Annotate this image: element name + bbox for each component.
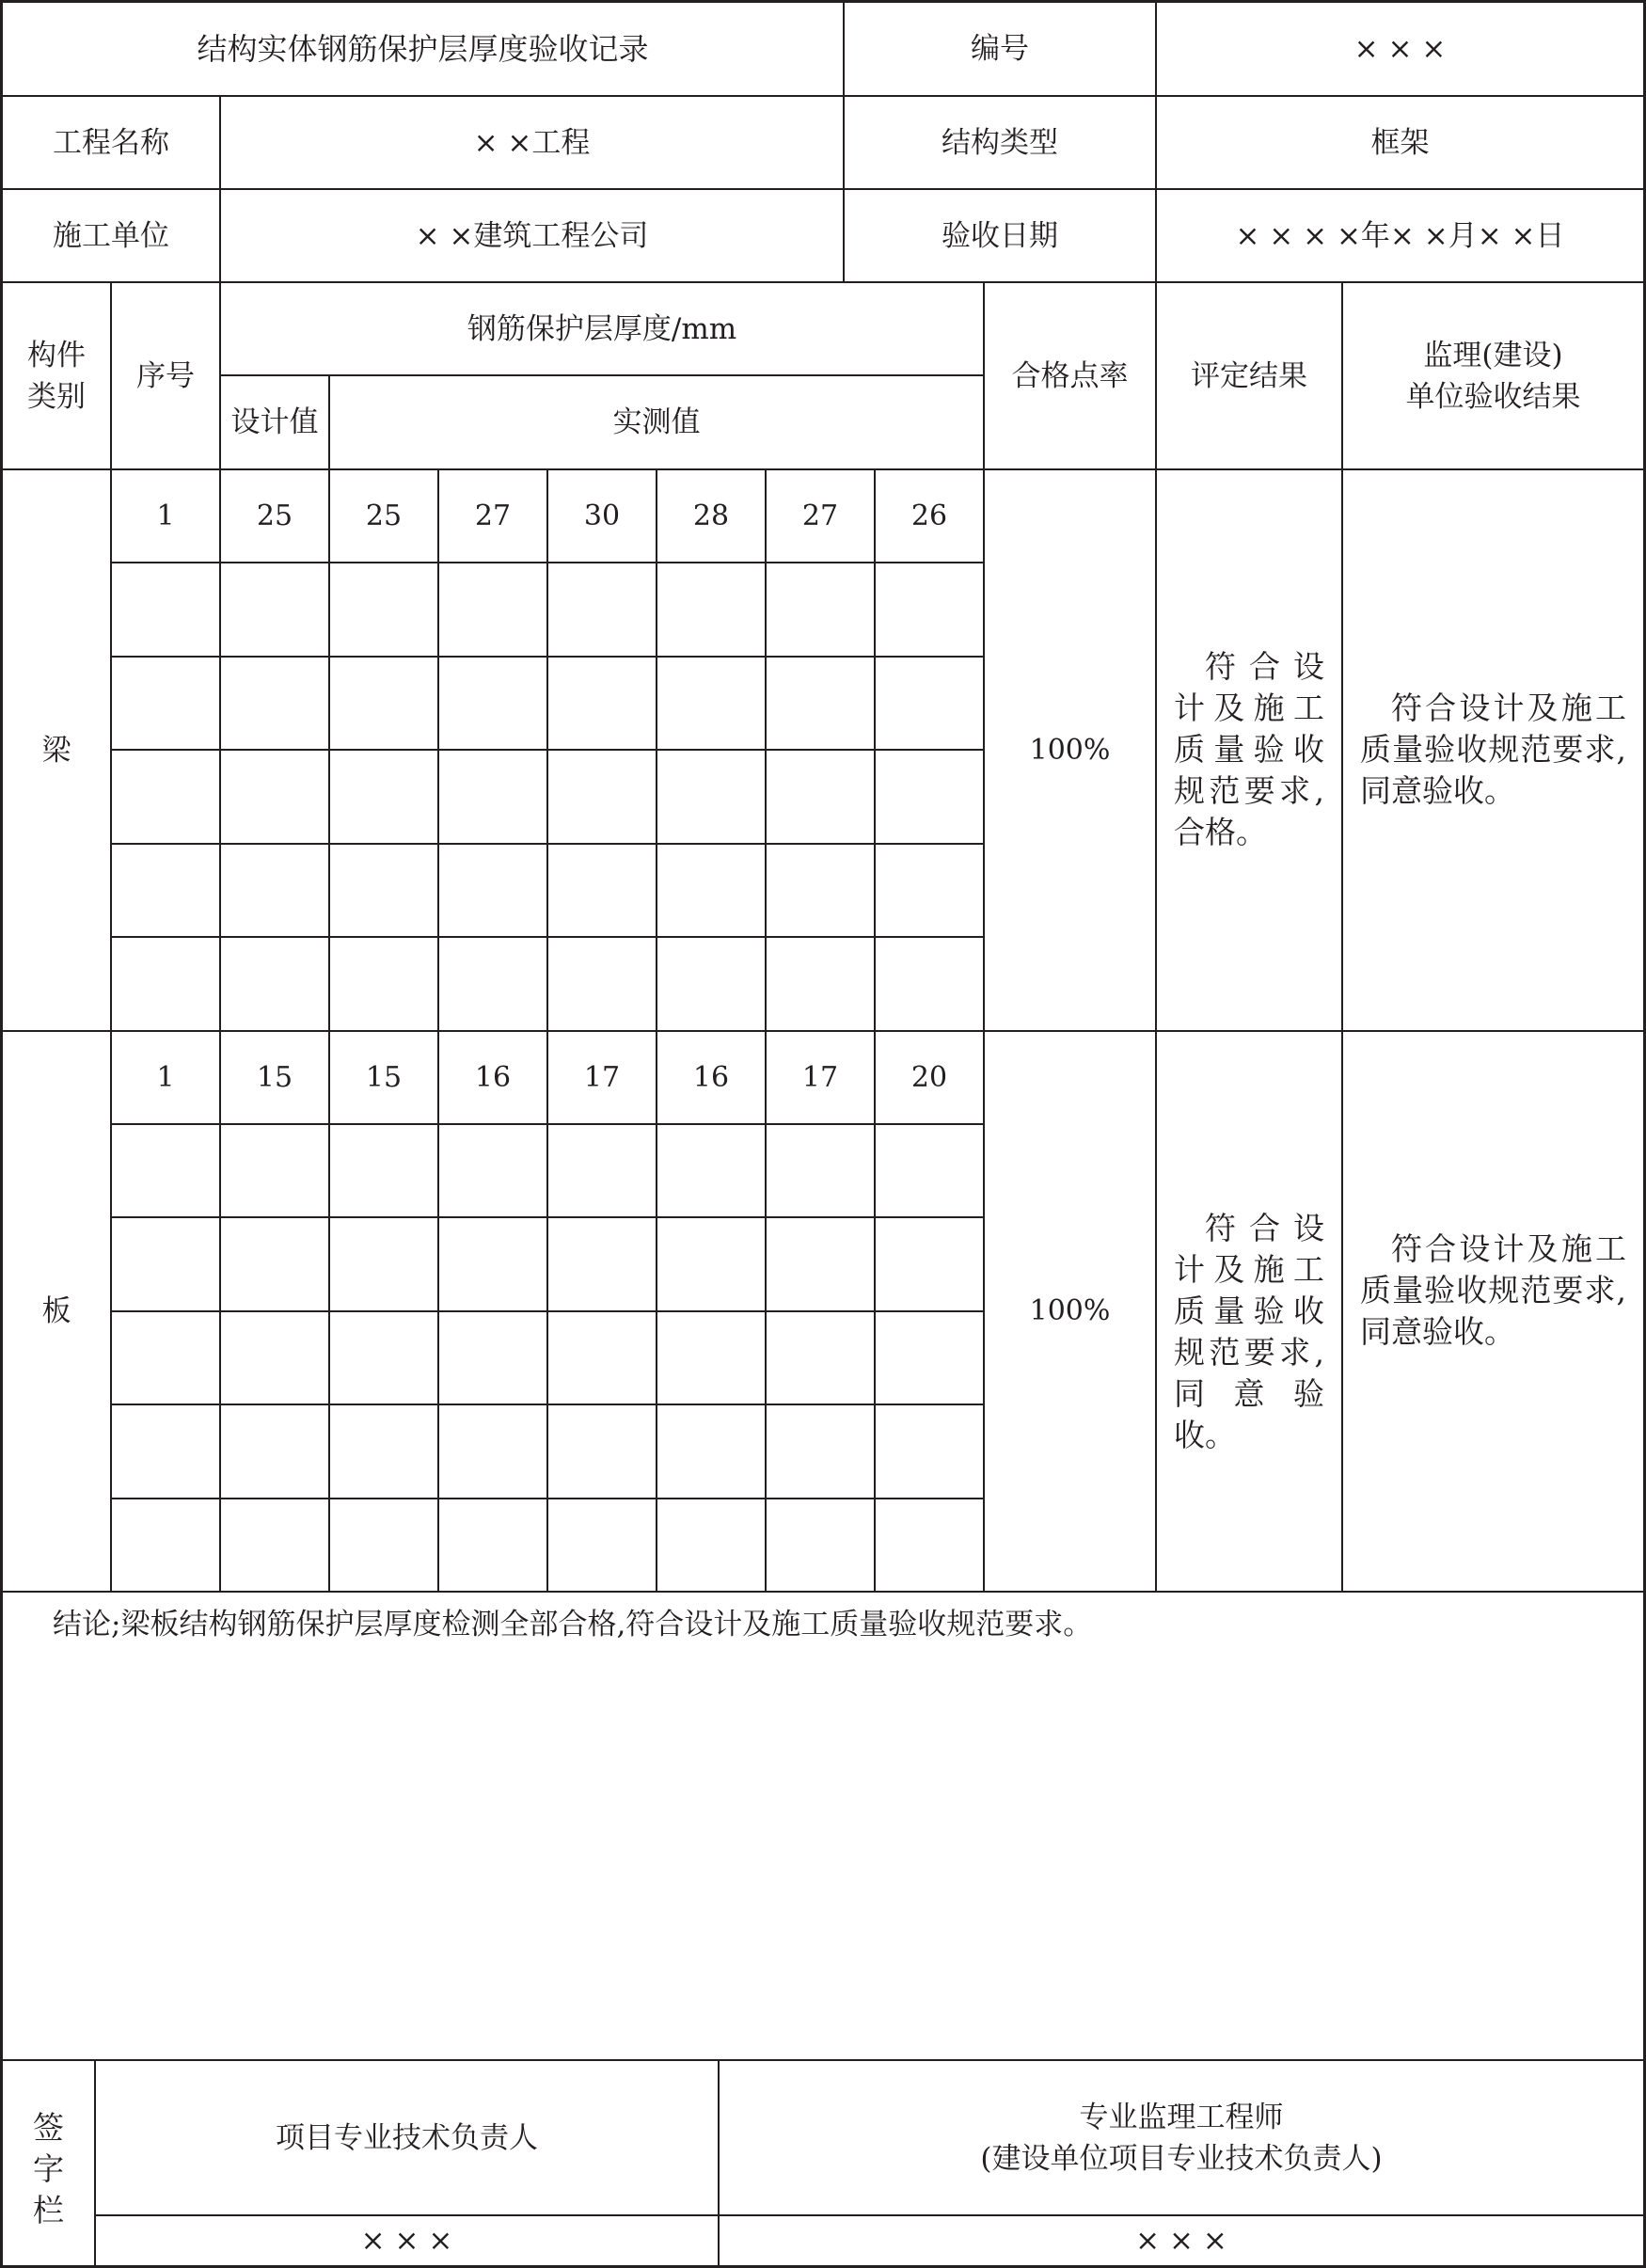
sign-right-name: × × × <box>1135 2224 1227 2258</box>
table-cell-serial: 1 <box>156 1060 175 1094</box>
col-measured-value: 实测值 <box>612 405 701 439</box>
table-cell-measured: 28 <box>692 499 730 532</box>
conclusion-text: 结论;梁板结构钢筋保护层厚度检测全部合格,符合设计及施工质量验收规范要求。 <box>53 1608 1093 1642</box>
col-design-value: 设计值 <box>230 405 319 439</box>
table-cell-measured: 30 <box>583 499 621 532</box>
vline <box>437 469 439 1592</box>
table-cell-design: 25 <box>256 499 293 532</box>
component-type: 梁 <box>41 733 71 768</box>
table-cell-measured: 16 <box>474 1060 512 1094</box>
table-cell-design: 15 <box>256 1060 293 1094</box>
structure-value: 框架 <box>1370 125 1430 160</box>
col-component-type: 构件 类别 <box>27 338 86 414</box>
hline <box>0 1591 1646 1593</box>
number-label: 编号 <box>971 32 1029 66</box>
signature-label: 签 字 栏 <box>33 2109 64 2228</box>
contractor-value: × ×建筑工程公司 <box>415 218 649 253</box>
vline <box>765 469 767 1592</box>
table-cell-measured: 27 <box>474 499 512 532</box>
structure-label: 结构类型 <box>942 125 1058 160</box>
project-label: 工程名称 <box>53 125 169 160</box>
evaluation-text: 符合设计及施工质量验收规范要求,同意验收。 <box>1174 1210 1324 1453</box>
table-cell-measured: 16 <box>692 1060 730 1094</box>
sign-left-name: × × × <box>360 2224 453 2258</box>
vline <box>1341 282 1343 1592</box>
col-pass-rate: 合格点率 <box>1011 358 1129 393</box>
col-supervision: 监理(建设) 单位验收结果 <box>1405 338 1581 414</box>
table-cell-measured: 20 <box>910 1060 948 1094</box>
table-cell-measured: 26 <box>910 499 948 532</box>
vline <box>1155 282 1157 1592</box>
project-value: × ×工程 <box>473 125 591 160</box>
table-cell-measured: 15 <box>365 1060 403 1094</box>
pass-rate-value: 100% <box>1029 1294 1111 1327</box>
supervision-text: 符合设计及施工质量验收规范要求,同意验收。 <box>1360 1230 1626 1350</box>
vline <box>656 469 657 1592</box>
table-cell-measured: 17 <box>801 1060 839 1094</box>
table-cell-serial: 1 <box>156 499 175 532</box>
vline <box>874 469 876 1592</box>
table-cell-measured: 17 <box>583 1060 621 1094</box>
col-serial: 序号 <box>136 358 195 393</box>
supervision-text: 符合设计及施工质量验收规范要求,同意验收。 <box>1360 690 1626 809</box>
table-cell-measured: 27 <box>801 499 839 532</box>
evaluation-text: 符合设计及施工质量验收规范要求,合格。 <box>1174 648 1324 850</box>
pass-rate-value: 100% <box>1029 733 1111 767</box>
number-value: × × × <box>1353 32 1447 66</box>
sign-right-title: 专业监理工程师 (建设单位项目专业技术负责人) <box>980 2100 1383 2176</box>
col-evaluation: 评定结果 <box>1191 358 1307 393</box>
date-value: × × × ×年× ×月× ×日 <box>1235 218 1565 253</box>
table-cell-measured: 25 <box>365 499 403 532</box>
date-label: 验收日期 <box>942 218 1058 253</box>
col-thickness-group: 钢筋保护层厚度/mm <box>467 311 737 346</box>
contractor-label: 施工单位 <box>53 218 169 253</box>
sign-left-title: 项目专业技术负责人 <box>276 2120 538 2155</box>
component-type: 板 <box>41 1294 71 1328</box>
vline <box>546 469 548 1592</box>
form-title: 结构实体钢筋保护层厚度验收记录 <box>197 31 649 67</box>
